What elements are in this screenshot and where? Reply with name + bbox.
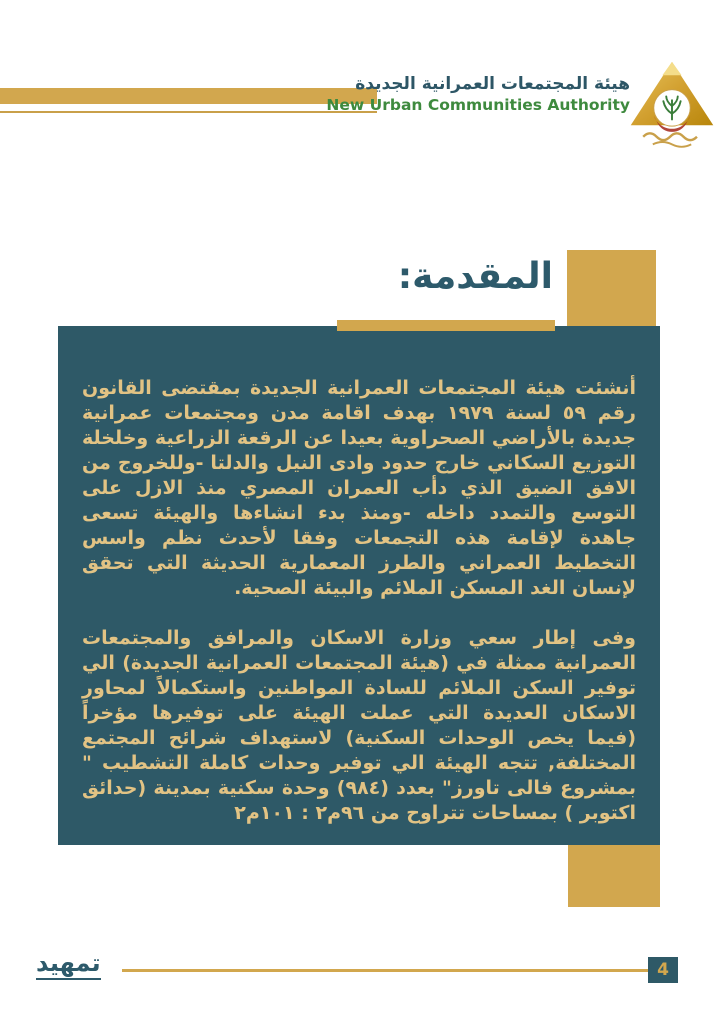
- header-gold-rule: [0, 111, 377, 113]
- footer-section-label: تمهيد: [36, 949, 101, 980]
- decor-gold-bar: [337, 320, 555, 331]
- intro-paragraph-2: وفى إطار سعي وزارة الاسكان والمرافق والمجتمعات العمرانية ممثلة في (هيئة المجتمعات العمرانية الجديدة) الي توفير السكن الملائم للسادة المواطنين واستكمالاً لمحاور الاسكان العديدة التي عملت الهيئة على توفيرها مؤخراً (فيما يخص الوحدات السكنية) لاستهداف شرائح المجتمع المختلفة, تتجه الهيئة الي توفير وحدات كاملة التشطيب " بمشروع فالى تاورز" بعدد (٩٨٤) وحدة سكنية بمدينة (حدائق اكتوبر ) بمساحات تتراوح من ٩٦م٢ : ١٠١م٢: [82, 627, 636, 824]
- intro-paragraph-1: أنشئت هيئة المجتمعات العمرانية الجديدة بمقتضى القانون رقم ٥٩ لسنة ١٩٧٩ بهدف اقامة مدن ومجتمعات عمرانية جديدة بالأراضي الصحراوية بعيدا عن الرقعة الزراعية وخلخلة التوزيع السكاني خارج حدود وادى النيل والدلتا -وللخروج من الافق الضيق الذي دأب العمران المصري منذ الازل على التوسع والتمدد داخله -ومنذ بدء انشاءها والهيئة تسعى جاهدة لإقامة هذه التجمعات وفقا لأحدث نظم واسس التخطيط العمراني والطرز المعمارية الحديثة التي تحقق لإنسان الغد المسكن الملائم والبيئة الصحية.: [82, 377, 636, 599]
- decor-gold-square-bottom: [568, 845, 660, 907]
- authority-name-english: New Urban Communities Authority: [326, 96, 630, 114]
- pyramid-tree-icon: [624, 58, 720, 154]
- decor-gold-square-top: [567, 250, 656, 326]
- header-titles: [326, 74, 630, 114]
- footer-rule: [122, 969, 650, 972]
- authority-name-arabic: هيئة المجتمعات العمرانية الجديدة: [355, 74, 630, 94]
- introduction-text-panel: [58, 326, 660, 845]
- header-gold-bar: [0, 88, 377, 104]
- section-heading: المقدمة:: [397, 256, 553, 297]
- nuca-logo: [624, 58, 720, 154]
- page-number-badge: 4: [648, 957, 678, 983]
